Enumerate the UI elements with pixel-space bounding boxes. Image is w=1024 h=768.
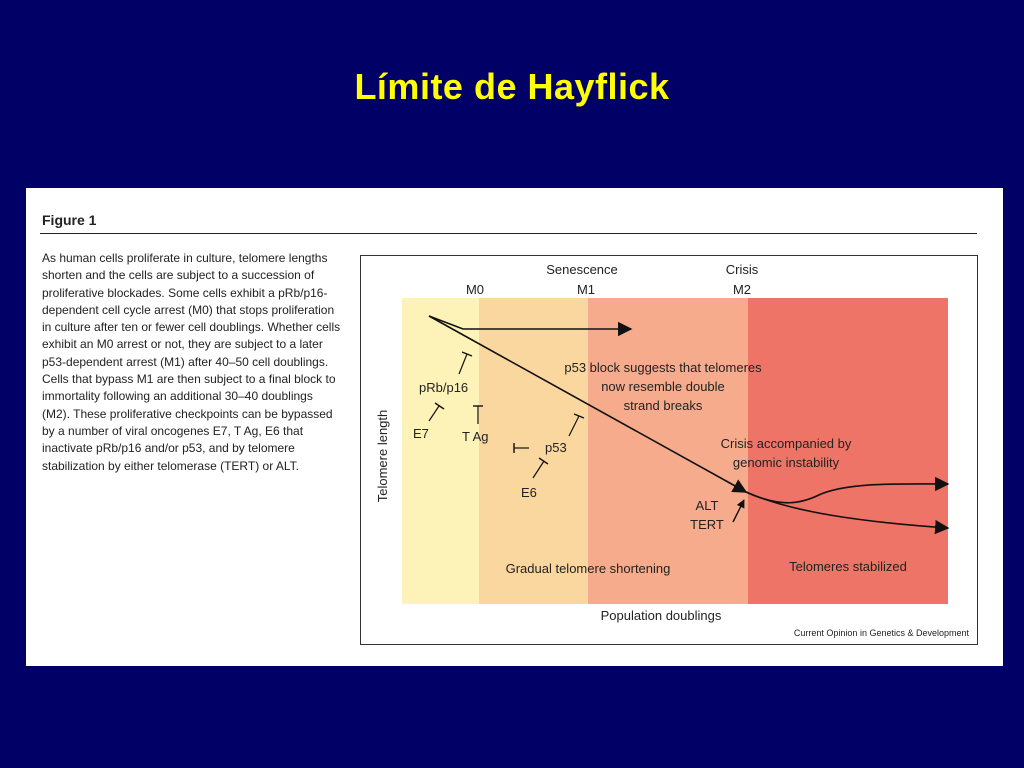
- x-axis-label: Population doublings: [600, 608, 722, 623]
- tert-label: TERT: [690, 517, 724, 532]
- p53-block-note-line3: strand breaks: [623, 398, 703, 413]
- m0-label: M0: [465, 282, 485, 297]
- figure-divider: [40, 233, 977, 234]
- p53-label: p53: [545, 440, 567, 455]
- prb-label: pRb/p16: [419, 380, 469, 395]
- zone-m0: [402, 298, 479, 604]
- zone-gradual-shortening: [479, 298, 588, 604]
- figure-credit: Current Opinion in Genetics & Development: [793, 628, 969, 638]
- p53-block-note-line1: p53 block suggests that telomeres: [564, 360, 762, 375]
- crisis-note-line2: genomic instability: [732, 455, 840, 470]
- e6-label: E6: [521, 485, 537, 500]
- y-axis-label: Telomere length: [375, 409, 390, 503]
- e7-label: E7: [413, 426, 429, 441]
- crisis-label: Crisis: [725, 262, 759, 277]
- alt-label: ALT: [695, 498, 719, 513]
- m2-label: M2: [732, 282, 752, 297]
- zone-m1: [588, 298, 748, 604]
- slide-title: Límite de Hayflick: [354, 66, 670, 107]
- m1-label: M1: [576, 282, 596, 297]
- crisis-note-line1: Crisis accompanied by: [720, 436, 852, 451]
- telomeres-stabilized-label: Telomeres stabilized: [789, 559, 907, 574]
- telomere-diagram-svg: [361, 256, 977, 644]
- figure-panel: [26, 188, 1003, 666]
- figure-caption: As human cells proliferate in culture, telomere lengths shorten and the cells are subject to a succession of proliferative blockades. Some cells exhibit a pRb/p16-dependent cell cycle arrest (M0) that stops proliferation in culture after ten or fewer cell doublings. Whether cells exhibit an M0 arrest or not, they are subject to a later p53-dependent arrest (M1) after 40–50 cell doublings. Cells that bypass M1 are then subject to a final block to immortality following an additional 30–40 doublings (M2). These proliferative checkpoints can be bypassed by a number of viral oncogenes E7, T Ag, E6 that inactivate pRb/p16 and/or p53, and by telomere stabilization by either telomerase (TERT) or ALT.: [42, 251, 341, 473]
- telomere-diagram: [360, 255, 978, 645]
- p53-block-note-line2: now resemble double: [601, 379, 725, 394]
- gradual-shortening-label: Gradual telomere shortening: [505, 561, 671, 576]
- senescence-label: Senescence: [546, 262, 618, 277]
- tag-label: T Ag: [462, 429, 489, 444]
- figure-label: Figure 1: [42, 212, 97, 228]
